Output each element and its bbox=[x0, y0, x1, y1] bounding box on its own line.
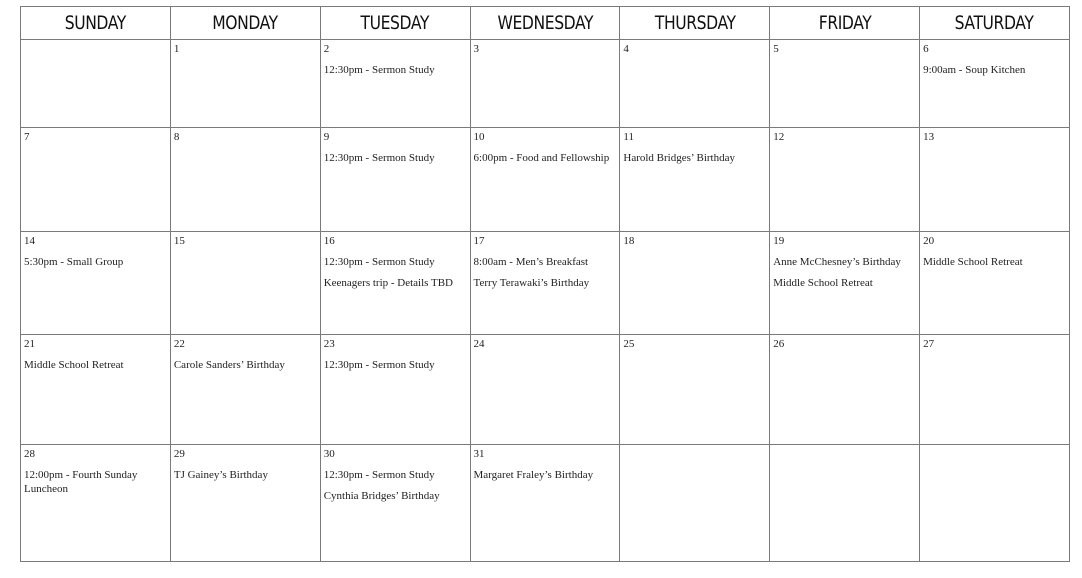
day-cell[interactable] bbox=[620, 232, 770, 335]
calendar-event[interactable]: 5:30pm - Small Group bbox=[24, 256, 124, 268]
day-number: 8 bbox=[173, 131, 180, 143]
day-cell[interactable] bbox=[320, 40, 470, 128]
weekday-header-thursday: THURSDAY bbox=[620, 7, 770, 40]
day-cell[interactable] bbox=[920, 40, 1070, 128]
day-number: 14 bbox=[24, 235, 35, 247]
day-cell[interactable] bbox=[170, 232, 320, 335]
day-cell[interactable] bbox=[170, 445, 320, 562]
day-cell[interactable] bbox=[470, 335, 620, 445]
weekday-header-monday: MONDAY bbox=[170, 7, 320, 40]
day-cell[interactable] bbox=[620, 40, 770, 128]
day-number: 23 bbox=[323, 338, 335, 350]
day-cell[interactable] bbox=[620, 128, 770, 232]
week-row bbox=[21, 335, 1070, 445]
day-number: 3 bbox=[473, 43, 480, 55]
calendar-event[interactable]: 12:00pm - Fourth Sunday Luncheon bbox=[24, 469, 138, 495]
calendar-event[interactable]: 12:30pm - Sermon Study bbox=[323, 256, 435, 268]
day-number: 21 bbox=[24, 338, 35, 350]
weekday-header-row bbox=[21, 7, 1070, 40]
day-cell[interactable] bbox=[770, 445, 920, 562]
day-cell[interactable] bbox=[21, 335, 171, 445]
week-row bbox=[21, 40, 1070, 128]
day-cell[interactable] bbox=[21, 128, 171, 232]
day-cell[interactable] bbox=[770, 40, 920, 128]
day-cell[interactable] bbox=[770, 128, 920, 232]
day-cell[interactable] bbox=[21, 40, 171, 128]
calendar-event[interactable]: 12:30pm - Sermon Study bbox=[323, 469, 435, 481]
day-number: 13 bbox=[923, 131, 935, 143]
day-number: 6 bbox=[923, 43, 929, 55]
calendar-event[interactable]: Keenagers trip - Details TBD bbox=[323, 277, 454, 289]
weekday-header-wednesday: WEDNESDAY bbox=[470, 7, 620, 40]
day-number: 24 bbox=[473, 338, 485, 350]
day-number: 1 bbox=[173, 43, 180, 55]
day-cell[interactable] bbox=[320, 335, 470, 445]
calendar-event[interactable]: Middle School Retreat bbox=[923, 256, 1023, 268]
day-number: 5 bbox=[773, 43, 779, 55]
day-cell[interactable] bbox=[920, 128, 1070, 232]
day-number: 30 bbox=[323, 448, 335, 460]
calendar-event[interactable]: Anne McChesney’s Birthday bbox=[773, 256, 901, 268]
week-row bbox=[21, 232, 1070, 335]
day-cell[interactable] bbox=[170, 335, 320, 445]
day-cell[interactable] bbox=[470, 232, 620, 335]
day-number: 15 bbox=[173, 235, 185, 247]
day-cell[interactable] bbox=[620, 335, 770, 445]
day-number: 19 bbox=[773, 235, 785, 247]
day-cell[interactable] bbox=[21, 445, 171, 562]
day-number: 10 bbox=[473, 131, 485, 143]
day-cell[interactable] bbox=[320, 232, 470, 335]
day-number: 16 bbox=[323, 235, 335, 247]
calendar-event[interactable]: 12:30pm - Sermon Study bbox=[323, 64, 435, 76]
day-number: 22 bbox=[173, 338, 185, 350]
weekday-header-sunday: SUNDAY bbox=[21, 7, 171, 40]
day-cell[interactable] bbox=[21, 232, 171, 335]
calendar-event[interactable]: Margaret Fraley’s Birthday bbox=[473, 469, 594, 481]
day-cell[interactable] bbox=[470, 128, 620, 232]
day-number: 17 bbox=[473, 235, 485, 247]
day-number: 20 bbox=[923, 235, 935, 247]
day-number: 12 bbox=[773, 131, 785, 143]
day-number: 18 bbox=[623, 235, 635, 247]
day-number: 29 bbox=[173, 448, 185, 460]
week-row bbox=[21, 445, 1070, 562]
day-number: 28 bbox=[24, 448, 35, 460]
calendar-event[interactable]: 9:00am - Soup Kitchen bbox=[923, 64, 1026, 76]
calendar-event[interactable]: 12:30pm - Sermon Study bbox=[323, 152, 435, 164]
weekday-header-saturday: SATURDAY bbox=[920, 7, 1070, 40]
weekday-header-tuesday: TUESDAY bbox=[320, 7, 470, 40]
week-row bbox=[21, 128, 1070, 232]
day-number: 9 bbox=[323, 131, 330, 143]
calendar-event[interactable]: 8:00am - Men’s Breakfast bbox=[473, 256, 589, 268]
day-number: 7 bbox=[24, 131, 30, 143]
day-number: 26 bbox=[773, 338, 785, 350]
calendar-event[interactable]: TJ Gainey’s Birthday bbox=[173, 469, 268, 481]
day-cell[interactable] bbox=[920, 232, 1070, 335]
calendar-event[interactable]: 6:00pm - Food and Fellowship bbox=[473, 152, 610, 164]
calendar-event[interactable]: Middle School Retreat bbox=[773, 277, 873, 289]
day-cell[interactable] bbox=[770, 232, 920, 335]
calendar-event[interactable]: Middle School Retreat bbox=[24, 359, 124, 371]
calendar-event[interactable]: Cynthia Bridges’ Birthday bbox=[323, 490, 440, 502]
calendar-event[interactable]: Carole Sanders’ Birthday bbox=[173, 359, 285, 371]
day-cell[interactable] bbox=[470, 445, 620, 562]
day-cell[interactable] bbox=[770, 335, 920, 445]
day-cell[interactable] bbox=[170, 128, 320, 232]
day-number: 11 bbox=[623, 131, 634, 143]
day-cell[interactable] bbox=[920, 445, 1070, 562]
day-cell[interactable] bbox=[470, 40, 620, 128]
weekday-header-friday: FRIDAY bbox=[770, 7, 920, 40]
day-number: 25 bbox=[623, 338, 635, 350]
day-cell[interactable] bbox=[320, 128, 470, 232]
calendar-event[interactable]: Terry Terawaki’s Birthday bbox=[473, 277, 590, 289]
calendar-event[interactable]: Harold Bridges’ Birthday bbox=[623, 152, 735, 164]
day-cell[interactable] bbox=[920, 335, 1070, 445]
day-number: 31 bbox=[473, 448, 485, 460]
day-cell[interactable] bbox=[320, 445, 470, 562]
day-number: 2 bbox=[323, 43, 330, 55]
day-number: 27 bbox=[923, 338, 935, 350]
day-cell[interactable] bbox=[170, 40, 320, 128]
day-number: 4 bbox=[623, 43, 629, 55]
day-cell[interactable] bbox=[620, 445, 770, 562]
calendar-event[interactable]: 12:30pm - Sermon Study bbox=[323, 359, 435, 371]
month-calendar bbox=[20, 6, 1070, 562]
